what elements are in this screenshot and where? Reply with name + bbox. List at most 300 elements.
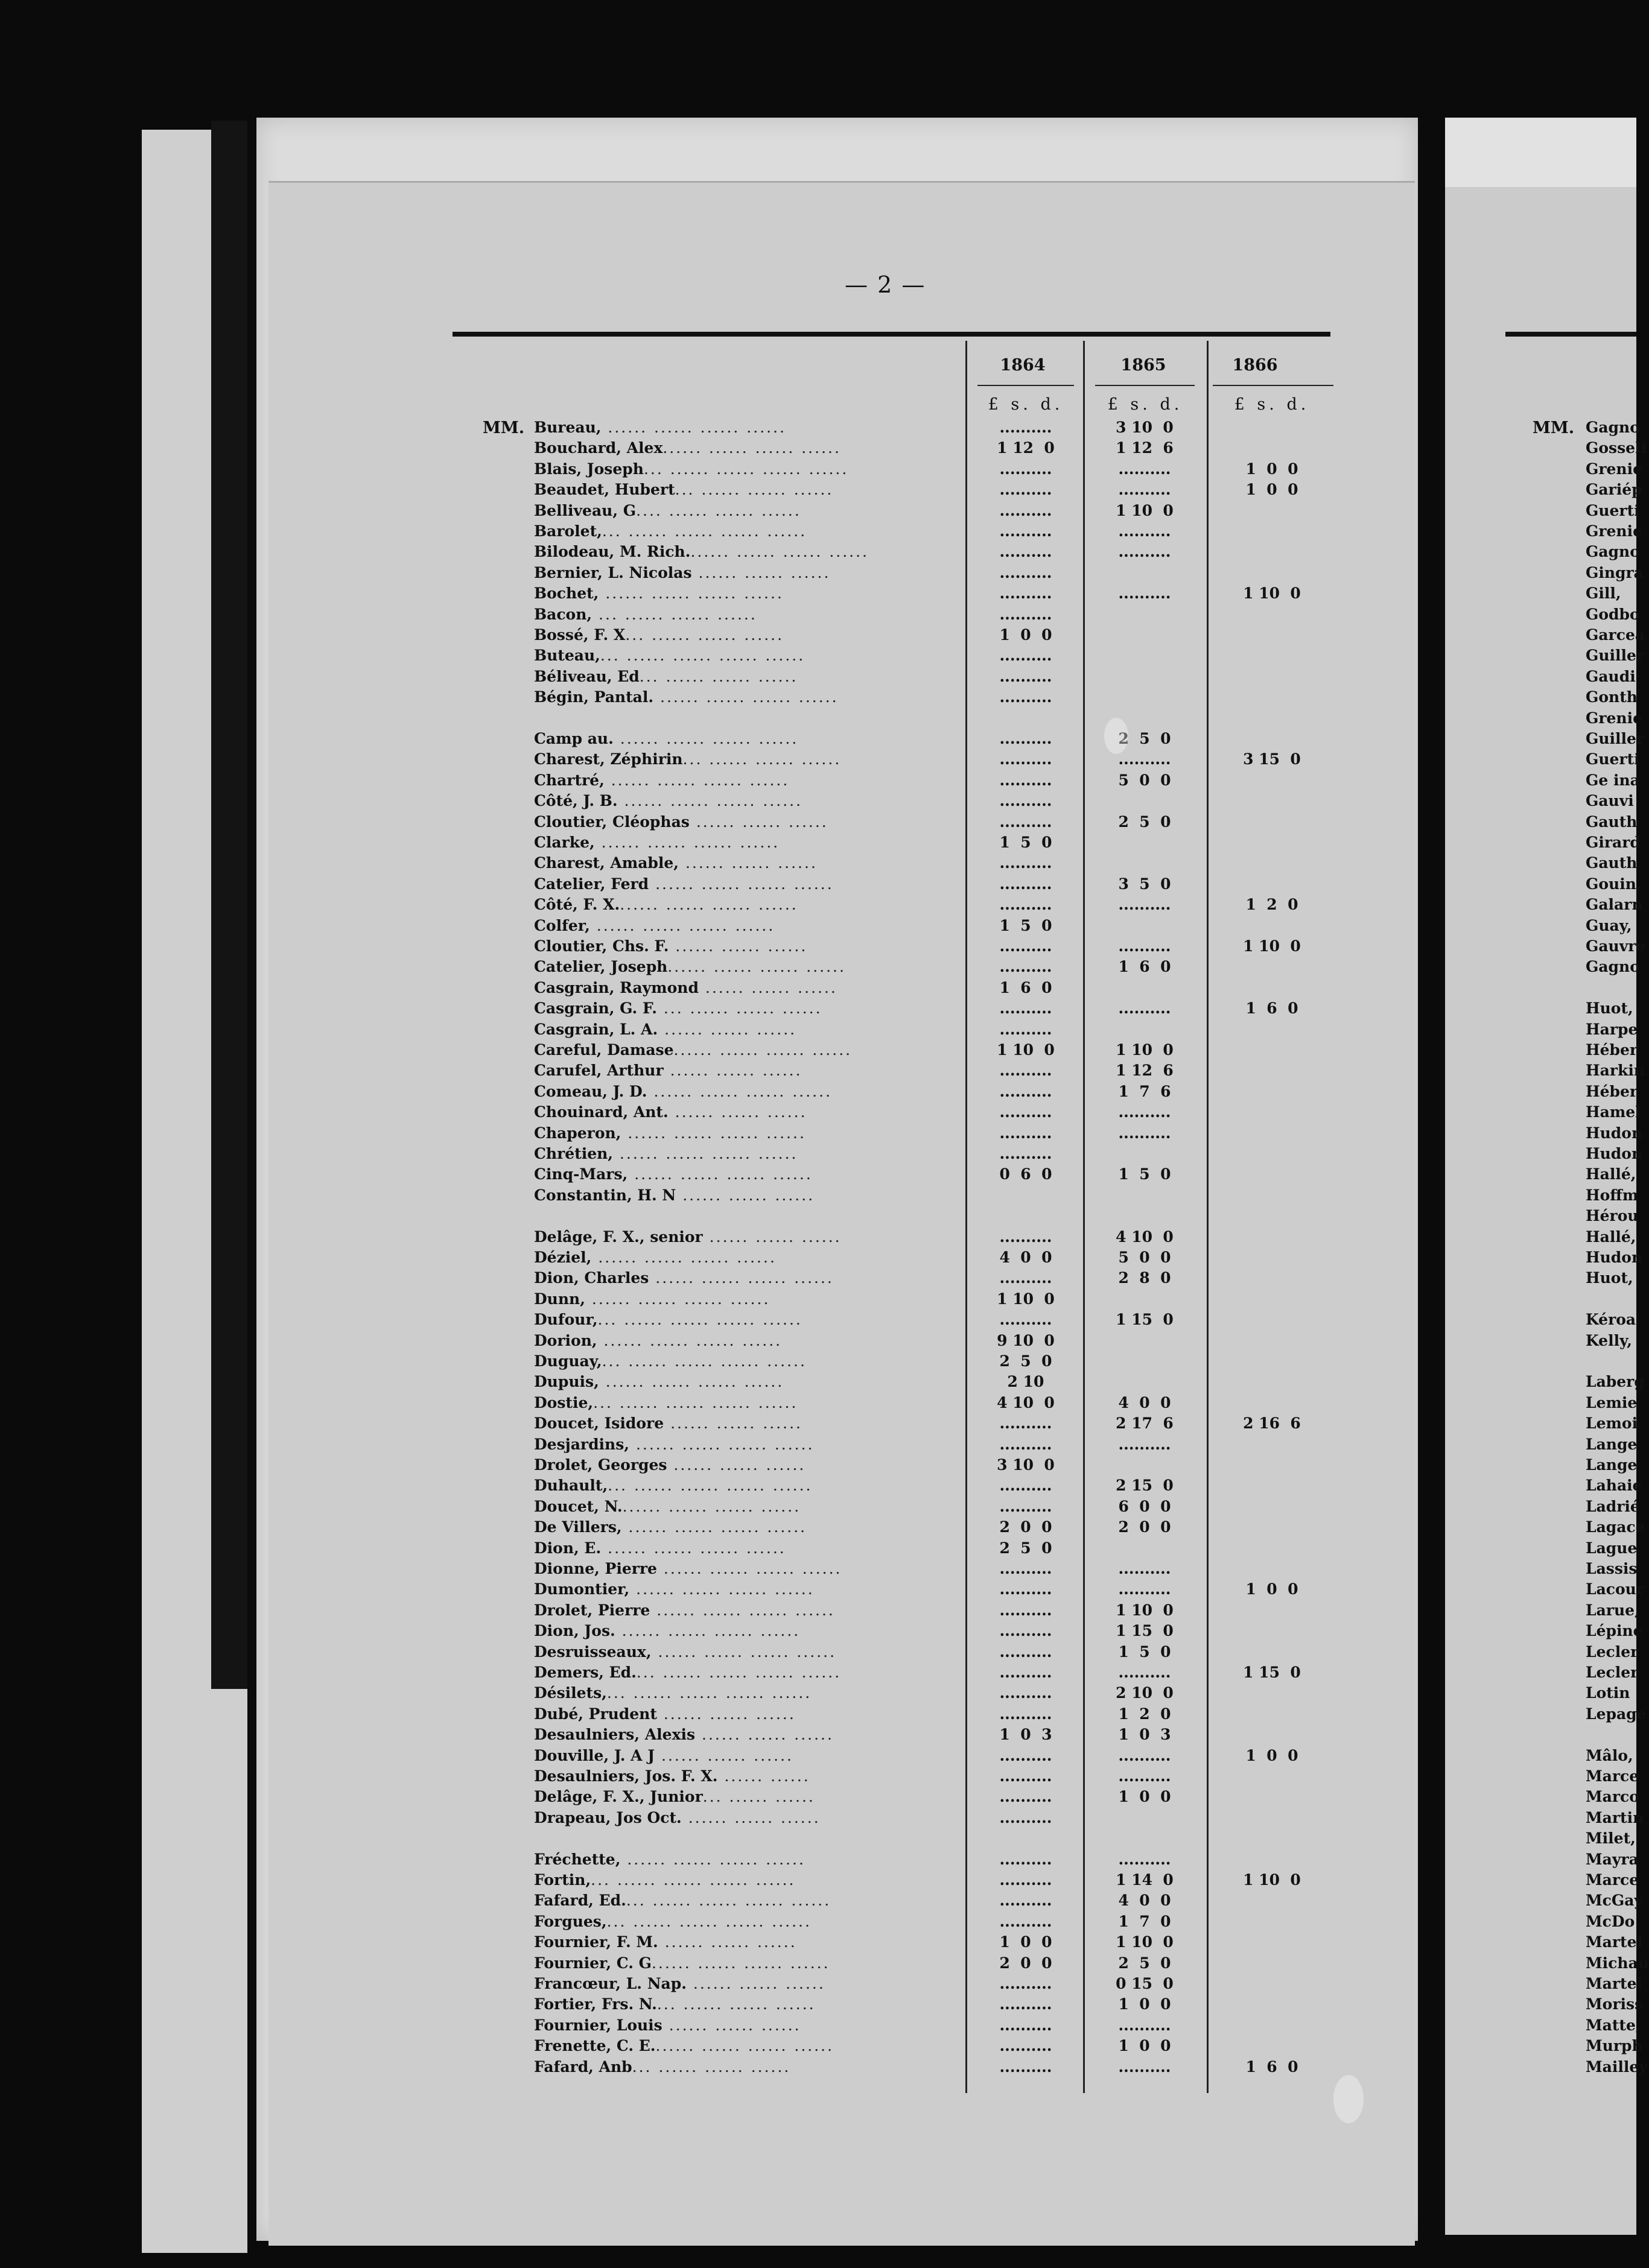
amount-1865: .......... [1118,1435,1171,1453]
subscriber-name [534,1041,980,1059]
subscriber-name-text: Bacon, [534,605,593,623]
subscriber-name-text: Chrétien, [534,1145,613,1162]
amount-1865: .......... [1118,896,1171,914]
facing-subscriber-name: Hallé, [1586,1165,1636,1183]
amount-1864: .......... [999,792,1052,810]
column-rule-1865 [1083,341,1085,2093]
amount-1864: .......... [999,2016,1052,2034]
facing-subscriber-name: Héber [1586,1082,1638,1100]
amount-1865: 1 10 0 [1116,1601,1174,1619]
leader-dots: ...... ...... ...... ...... [647,1082,833,1100]
amount-1864: .......... [999,1767,1052,1785]
amount-1865: 1 0 3 [1118,1726,1171,1744]
subscriber-name-text: Déziel, [534,1249,592,1266]
amount-1864: .......... [999,647,1052,665]
subscriber-name [534,1394,980,1412]
currency-header-1866: £ s. d. [1234,395,1310,414]
amount-1864: 4 0 0 [999,1249,1052,1266]
amount-1865: 3 10 0 [1116,419,1174,436]
amount-1864: .......... [999,1912,1052,1930]
amount-1864: .......... [999,1227,1052,1246]
facing-subscriber-name: Lacour [1586,1580,1645,1598]
subscriber-name [534,1580,980,1598]
subscriber-name [534,2058,980,2076]
amount-1865: 1 10 0 [1116,1933,1174,1951]
facing-subscriber-name: Guiller [1586,647,1645,665]
leader-dots: ...... ...... ...... ...... [591,1249,777,1266]
amount-1865: 2 8 0 [1118,1269,1171,1287]
amount-1865: .......... [1118,1560,1171,1577]
leader-dots: ... ...... ...... ...... ...... [600,647,805,665]
subscriber-name-text: Bernier, L. Nicolas [534,563,692,581]
amount-1866: 1 6 0 [1245,999,1298,1018]
leader-dots: ... ...... ...... ...... [632,2057,791,2076]
subscriber-name [534,1332,980,1350]
facing-subscriber-name: Lassis [1586,1560,1638,1577]
amount-1864: .......... [999,1124,1052,1142]
leader-dots: ...... ...... ...... ...... [594,834,780,851]
subscriber-name-text: Duhault, [534,1477,608,1495]
facing-subscriber-name: Girard [1586,834,1641,851]
subscriber-name [534,1622,980,1640]
subscriber-name [534,750,980,768]
facing-subscriber-name: Hoffm [1586,1186,1639,1204]
year-header-1866: 1866 [1232,356,1278,375]
subscriber-name [534,958,980,976]
amount-1864: .......... [999,999,1052,1018]
amount-1864: .......... [999,584,1052,603]
subscriber-name [534,1414,980,1433]
subscriber-name [534,564,980,582]
leader-dots: ...... ...... ...... [691,563,831,581]
subscriber-name-text: Dostie, [534,1393,594,1411]
leader-dots: ... ...... ...... ...... [592,605,757,623]
leader-dots: ...... ...... ...... ...... [673,1041,853,1059]
facing-subscriber-name: Larue, [1586,1601,1640,1619]
amount-1866: 1 0 0 [1245,1746,1298,1764]
facing-subscriber-name: Guiller [1586,730,1645,747]
column-rule-1866 [1207,341,1209,2093]
amount-1865: .......... [1118,1767,1171,1785]
subscriber-name-text: Côté, J. B. [534,792,618,810]
facing-subscriber-name: Martin [1586,1808,1644,1826]
amount-1866: 1 15 0 [1243,1664,1301,1681]
amount-1864: .......... [999,1850,1052,1868]
leader-dots: ...... ...... ...... [656,1705,796,1723]
leader-dots: ...... ...... ...... [679,854,818,872]
amount-1864: 1 0 0 [999,1933,1052,1951]
amount-1866: 1 10 0 [1243,584,1301,603]
leader-dots: ...... ...... ...... ...... [615,1622,801,1640]
facing-subscriber-name: Mailley [1586,2057,1648,2076]
page-number: — 2 — [845,271,926,298]
leader-dots: ...... ...... ...... ...... [621,1518,807,1536]
leader-dots: ...... ...... ...... ...... [622,1497,801,1515]
subscriber-name-text: Dupuis, [534,1373,599,1391]
year-header-1864: 1864 [1000,356,1046,375]
leader-dots: ...... ...... ...... ...... [662,439,841,457]
facing-subscriber-name: Guerti [1586,750,1640,768]
amount-1864: .......... [999,605,1052,623]
subscriber-name [534,1975,980,1993]
subscriber-name [534,606,980,624]
subscriber-name-text: Delâge, F. X., senior [534,1227,703,1246]
leader-dots: ...... ...... ...... ...... [601,1539,786,1557]
subscriber-name [534,1933,980,1951]
leader-dots: .... ...... ...... ...... [636,501,801,519]
amount-1865: .......... [1118,937,1171,955]
subscriber-name-text: Bouchard, Alex [534,439,663,457]
amount-1866: 1 10 0 [1243,1871,1301,1889]
amount-1866: 1 0 0 [1245,460,1298,478]
subscriber-name [534,1477,980,1495]
amount-1865: .......... [1118,1664,1171,1681]
facing-subscriber-name: Grenie [1586,522,1643,540]
amount-1865: 1 0 0 [1118,2037,1171,2055]
facing-subscriber-name: Kelly, [1586,1331,1632,1349]
amount-1864: .......... [999,1892,1052,1910]
subscriber-name [534,1560,980,1578]
facing-header-rule [1505,332,1636,337]
subscriber-name [534,730,980,748]
subscriber-name-text: Dumontier, [534,1580,630,1598]
facing-subscriber-name: Grenie [1586,709,1643,727]
subscriber-name-text: Desjardins, [534,1435,630,1453]
amount-1865: 1 12 6 [1116,439,1174,457]
facing-subscriber-name: Hudon [1586,1249,1643,1266]
amount-1865: 1 14 0 [1116,1871,1174,1889]
subscriber-name [534,1518,980,1536]
facing-subscriber-name: Gingra [1586,563,1644,581]
leader-dots: ...... ...... ...... ...... [653,688,839,706]
facing-subscriber-name: Hallé, [1586,1227,1636,1246]
subscriber-name [534,771,980,790]
leader-dots: ... ...... ...... ...... ...... [643,460,849,478]
amount-1864: .......... [999,812,1052,831]
facing-subscriber-name: Hérou [1586,1207,1639,1225]
subscriber-name-text: Duguay, [534,1352,602,1370]
subscriber-name-text: Fournier, C. G [534,1954,652,1972]
amount-1864: .......... [999,1560,1052,1577]
facing-subscriber-name: Matte, [1586,2016,1641,2034]
facing-subscriber-name: Lepage [1586,1705,1647,1723]
leader-dots: ...... ...... ...... ...... [649,875,834,893]
leader-dots: ...... ...... ...... ...... [629,1580,815,1598]
amount-1865: 2 5 0 [1118,730,1171,747]
amount-1864: 4 10 0 [997,1393,1055,1411]
subscriber-name [534,543,980,561]
leader-dots: ... ...... ...... ...... ...... [626,1892,831,1910]
facing-subscriber-name: Gagno [1586,543,1640,561]
leader-dots: ... ...... ...... ...... ...... [602,522,807,540]
subscriber-name [534,1249,980,1267]
amount-1864: .......... [999,750,1052,768]
leader-dots: ...... ...... ...... [698,978,837,996]
facing-subscriber-name: Gagno [1586,419,1640,436]
subscriber-name [534,999,980,1018]
amount-1864: .......... [999,1995,1052,2013]
amount-1864: .......... [999,543,1052,561]
subscriber-name-text: Dion, E. [534,1539,602,1557]
subscriber-name [534,1664,980,1682]
binding-spine [211,121,247,1689]
facing-subscriber-name: Hudon [1586,1145,1643,1162]
amount-1864: 1 5 0 [999,916,1052,934]
amount-1865: 1 5 0 [1118,1642,1171,1661]
amount-1864: 1 0 0 [999,626,1052,644]
facing-subscriber-name: Gauvi [1586,792,1634,810]
leader-dots: ...... ...... ...... [658,1020,797,1038]
subscriber-name [534,1373,980,1391]
amount-1865: 1 5 0 [1118,1165,1171,1183]
leader-dots: ...... ...... ...... [689,812,828,831]
subscriber-name-text: Drapeau, Jos Oct. [534,1808,682,1826]
amount-1865: 5 0 0 [1118,1249,1171,1266]
facing-subscriber-name: Lagace [1586,1518,1645,1536]
subscriber-name [534,481,980,499]
subscriber-name-text: Dorion, [534,1331,597,1349]
subscriber-name [534,1228,980,1246]
amount-1864: .......... [999,1082,1052,1100]
subscriber-name-text: Chouinard, Ant. [534,1103,669,1121]
amount-1865: .......... [1118,584,1171,603]
leader-dots: ... ...... ...... ...... ...... [608,1477,813,1495]
amount-1864: 1 12 0 [997,439,1055,457]
amount-1864: 2 10 [1007,1373,1044,1391]
subscriber-name [534,1062,980,1080]
amount-1864: .......... [999,958,1052,976]
subscriber-name [534,1684,980,1702]
paper-smudge [1104,718,1128,754]
subscriber-name [534,1747,980,1765]
subscriber-name-text: Frenette, C. E. [534,2037,656,2055]
amount-1865: 0 15 0 [1116,1975,1174,1992]
year-underline-1864 [977,385,1074,386]
amount-1865: .......... [1118,460,1171,478]
amount-1864: .......... [999,1601,1052,1619]
subscriber-name [534,1705,980,1723]
leader-dots: ...... ...... ...... [655,1746,793,1764]
leader-dots: ...... ...... ...... ...... [620,896,798,914]
subscriber-name-text: Cloutier, Cléophas [534,812,690,831]
subscriber-name-text: Francœur, L. Nap. [534,1975,687,1992]
facing-honorific-prefix: MM. [1533,419,1575,437]
amount-1864: .......... [999,1020,1052,1038]
subscriber-name-text: Barolet, [534,522,602,540]
subscriber-name-text: Fortin, [534,1871,591,1889]
amount-1864: .......... [999,1808,1052,1826]
year-underline-1866 [1213,385,1333,386]
facing-subscriber-name: Lange [1586,1435,1638,1453]
leader-dots: ...... ...... ...... ...... [651,1954,830,1972]
facing-subscriber-name: Gill, [1586,584,1621,603]
leader-dots: ...... ...... ...... ...... [599,584,784,603]
amount-1865: 4 10 0 [1116,1227,1174,1246]
amount-1864: 1 6 0 [999,978,1052,996]
facing-subscriber-name: Gauth [1586,854,1638,872]
amount-1864: .......... [999,1684,1052,1702]
subscriber-name [534,1165,980,1183]
facing-subscriber-name: Lemie [1586,1393,1638,1411]
amount-1865: 1 0 0 [1118,1995,1171,2013]
subscriber-name [534,917,980,935]
subscriber-name [534,1311,980,1329]
leader-dots: ... ...... ...... ...... ...... [591,1871,796,1889]
amount-1866: 2 16 6 [1243,1414,1301,1433]
leader-dots: ...... ...... ...... ...... [650,1601,835,1619]
subscriber-name-text: Delâge, F. X., Junior [534,1788,703,1806]
facing-subscriber-name: Mâlo, [1586,1746,1633,1764]
subscriber-name-text: Forgues, [534,1912,607,1930]
leader-dots: ... ...... ...... ...... [682,750,842,768]
subscriber-name [534,1124,980,1142]
subscriber-name [534,502,980,520]
leader-dots: ...... ...... ...... ...... [601,419,786,436]
subscriber-name [534,460,980,478]
leader-dots: ...... ...... ...... ...... [617,792,803,810]
subscriber-name [534,1083,980,1101]
subscriber-name-text: Fournier, Louis [534,2016,662,2034]
amount-1865: 2 5 0 [1118,1954,1171,1972]
header-rule [453,332,1330,337]
subscriber-name-text: Dion, Jos. [534,1622,615,1640]
amount-1865: 2 0 0 [1118,1518,1171,1536]
subscriber-name [534,1851,980,1869]
leader-dots: ...... ...... ...... [663,1062,802,1080]
facing-subscriber-name: Huot, [1586,999,1633,1018]
amount-1864: .......... [999,1622,1052,1640]
facing-subscriber-name: Moriss [1586,1995,1644,2013]
subscriber-name [534,1498,980,1516]
leader-dots: ...... ...... ...... ...... [599,1373,784,1391]
facing-subscriber-name: Harkin [1586,1062,1645,1080]
facing-subscriber-name: Laberg [1586,1373,1645,1391]
subscriber-name-text: Bégin, Pantal. [534,688,654,706]
amount-1865: 4 0 0 [1118,1892,1171,1910]
amount-1864: .......... [999,896,1052,914]
subscriber-name-text: Charest, Amable, [534,854,679,872]
amount-1864: 0 6 0 [999,1165,1052,1183]
facing-subscriber-name: Gosseli [1586,439,1647,457]
amount-1866: 1 0 0 [1245,1580,1298,1598]
facing-subscriber-name: Galarn [1586,896,1643,914]
leader-dots: ... ...... ...... ...... ...... [593,1393,798,1411]
facing-subscriber-name: Ladrié [1586,1497,1640,1515]
subscriber-name [534,979,980,997]
leader-dots: ...... ...... ...... [686,1975,825,1992]
amount-1865: 3 5 0 [1118,875,1171,893]
subscriber-name [534,1871,980,1889]
leader-dots: ...... ...... ...... ...... [690,543,869,561]
subscriber-name-text: Fortier, Frs. N. [534,1995,657,2013]
subscriber-name-text: Drolet, Georges [534,1456,667,1474]
subscriber-name-text: Demers, Ed. [534,1664,637,1681]
amount-1865: 2 5 0 [1118,812,1171,831]
facing-subscriber-name: Guerti [1586,501,1640,519]
subscriber-name-text: Dionne, Pierre [534,1560,657,1577]
amount-1865: .......... [1118,1103,1171,1121]
amount-1865: 2 10 0 [1116,1684,1174,1702]
amount-1865: .......... [1118,522,1171,540]
leader-dots: ... ...... ...... ...... ...... [636,1664,842,1681]
leader-dots: ... ...... ...... ...... [639,667,798,685]
facing-subscriber-name: Milet, [1586,1829,1636,1848]
facing-subscriber-name: Mayra [1586,1850,1639,1868]
leader-dots: ... ...... ...... ...... ...... [602,1352,807,1370]
amount-1864: 2 0 0 [999,1954,1052,1972]
amount-1865: .......... [1118,2016,1171,2034]
facing-subscriber-name: McDo [1586,1912,1635,1930]
subscriber-name [534,626,980,644]
leader-dots: ...... ...... ...... [702,1227,842,1246]
subscriber-name [534,522,980,540]
facing-subscriber-name: Gagno [1586,958,1640,976]
leader-dots: ... ...... ...... ...... ...... [597,1311,802,1329]
amount-1865: 1 2 0 [1118,1705,1171,1723]
facing-subscriber-name: Lotin [1586,1684,1630,1702]
subscriber-name-text: Careful, Damase [534,1041,674,1059]
subscriber-name [534,896,980,914]
subscriber-name [534,813,980,831]
leader-dots: ... ...... ...... ...... ...... [606,1912,812,1930]
facing-subscriber-name: Lemoi [1586,1414,1638,1433]
facing-subscriber-name: Marce [1586,1871,1639,1889]
facing-subscriber-name: Gonth [1586,688,1638,706]
subscriber-name-text: Carufel, Arthur [534,1062,664,1080]
amount-1866: 3 15 0 [1243,750,1301,768]
subscriber-name [534,854,980,872]
subscriber-name [534,1913,980,1931]
subscriber-name [534,1892,980,1910]
facing-subscriber-name: Lahaie [1586,1477,1642,1495]
amount-1865: .......... [1118,1124,1171,1142]
subscriber-name-text: Blais, Joseph [534,460,644,478]
facing-subscriber-name: Lépine [1586,1622,1643,1640]
facing-page-margin [1445,118,1636,187]
leader-dots: ...... ...... ...... [664,1414,803,1433]
leader-dots: ...... ...... ...... ...... [667,958,846,976]
facing-subscriber-name: Gauvre [1586,937,1646,955]
amount-1865: 6 0 0 [1118,1497,1171,1515]
subscriber-name-text: Charest, Zéphirin [534,750,683,768]
amount-1864: .......... [999,1746,1052,1764]
leader-dots: ...... ...... ...... ...... [585,1290,770,1308]
amount-1864: .......... [999,1642,1052,1661]
facing-subscriber-name: Hamel [1586,1103,1641,1121]
amount-1865: 4 0 0 [1118,1393,1171,1411]
subscriber-name-text: Beaudet, Hubert [534,481,675,499]
paper-smudge [1333,2075,1364,2123]
facing-subscriber-name: Gaudi [1586,667,1636,685]
leader-dots: ...... ...... ...... ...... [612,1145,798,1162]
amount-1865: 1 0 0 [1118,1788,1171,1806]
subscriber-name [534,668,980,686]
amount-1864: 2 5 0 [999,1352,1052,1370]
facing-subscriber-name: Martel [1586,1933,1642,1951]
subscriber-name [534,439,980,457]
subscriber-name [534,1456,980,1474]
subscriber-name-text: Catelier, Ferd [534,875,649,893]
amount-1864: .......... [999,1580,1052,1598]
amount-1864: .......... [999,1145,1052,1162]
subscriber-name [534,647,980,665]
subscriber-name [534,1809,980,1827]
amount-1865: 1 15 0 [1116,1622,1174,1640]
amount-1865: 5 0 0 [1118,771,1171,789]
amount-1864: .......... [999,419,1052,436]
leader-dots: ... ...... ...... ...... ...... [606,1684,812,1702]
amount-1865: .......... [1118,1850,1171,1868]
